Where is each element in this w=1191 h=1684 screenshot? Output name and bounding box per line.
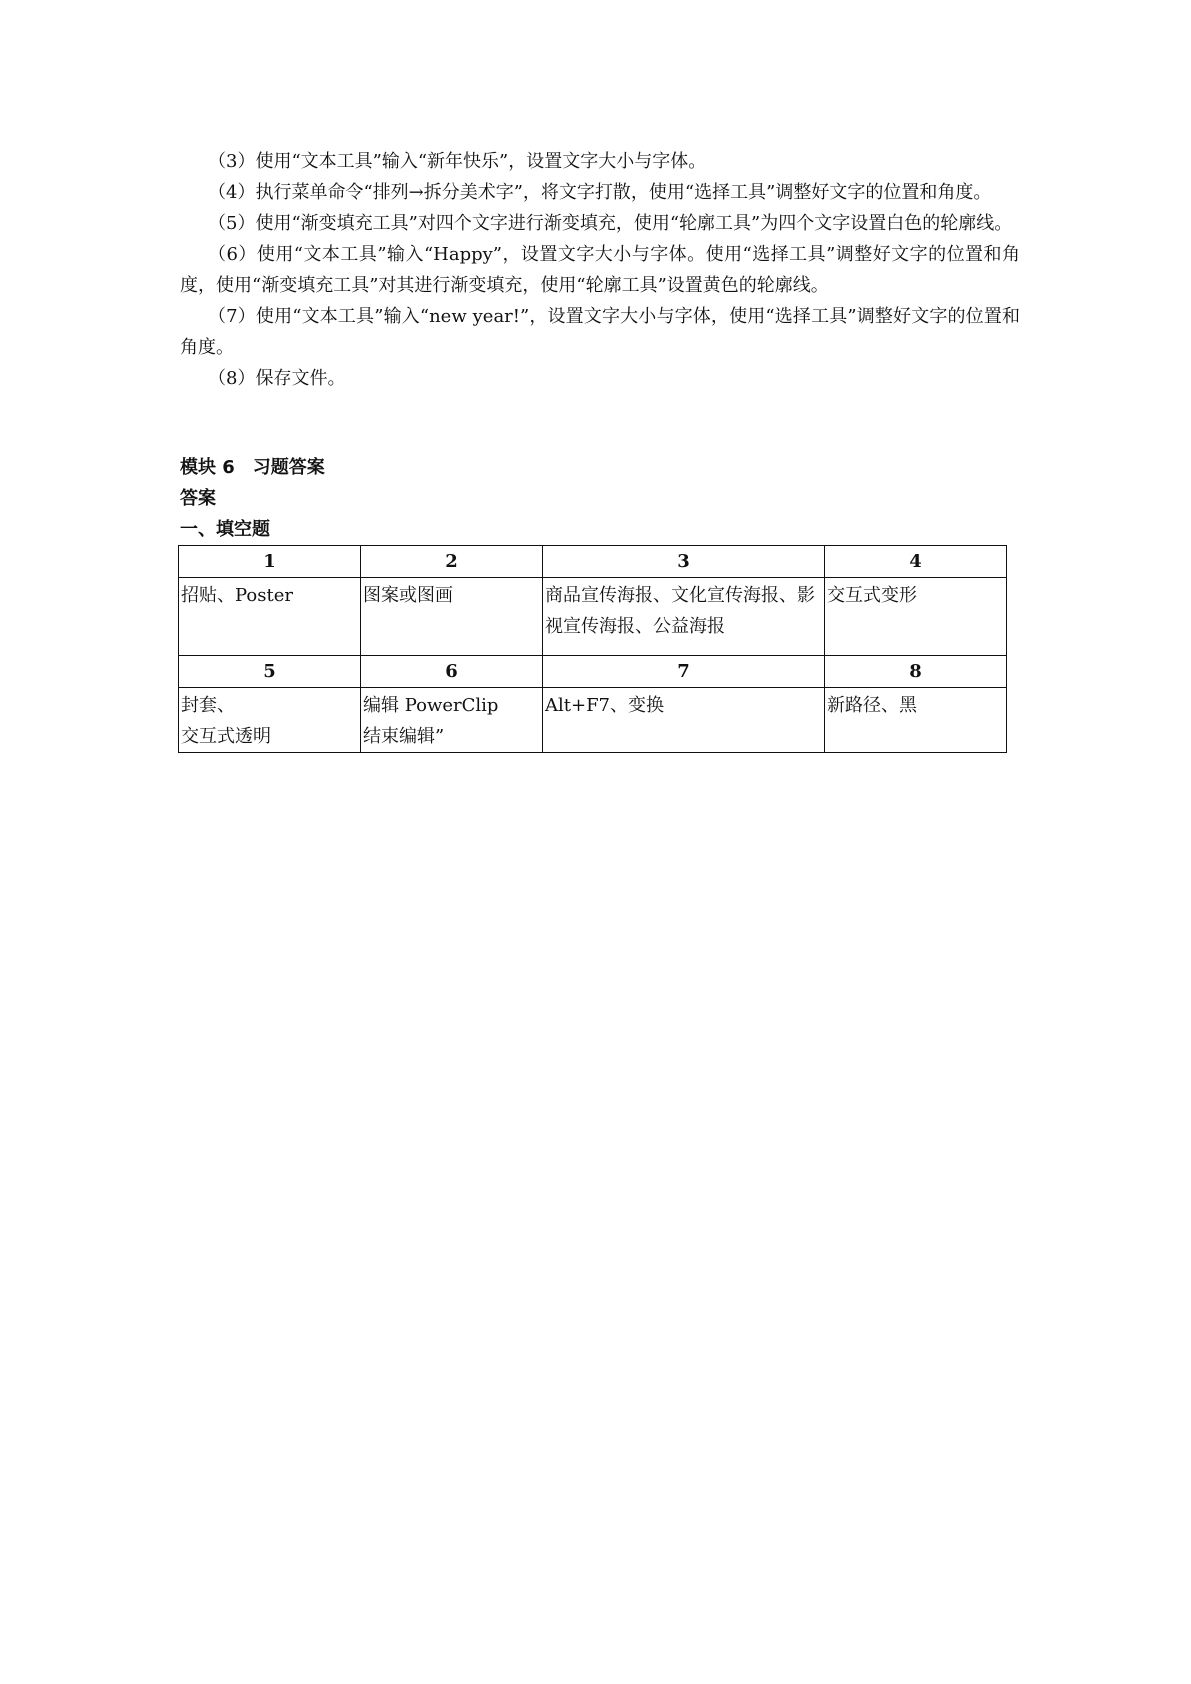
step-5: （5）使用“渐变填充工具”对四个文字进行渐变填充，使用“轮廓工具”为四个文字设置白色的轮廓线。 [208,213,1013,234]
answer-cell: 交互式变形 [825,578,1007,656]
answers-section [180,452,1020,753]
document-page [180,146,1020,753]
answer-cell: 招贴、Poster [179,578,361,656]
question-number: 4 [825,546,1007,578]
step-6: （6）使用“文本工具”输入“Happy”，设置文字大小与字体。使用“选择工具”调整好文字的位置和角度，使用“渐变填充工具”对其进行渐变填充，使用“轮廓工具”设置黄色的轮廓线。 [180,244,1020,296]
table-row [179,688,1007,753]
question-number: 6 [361,656,543,688]
answer-cell: 编辑 PowerClip 结束编辑” [361,688,543,753]
module-title: 模块 6 习题答案 [180,457,325,478]
answer-heading: 答案 [180,488,216,509]
answers-table [178,545,1007,753]
step-4: （4）执行菜单命令“排列→拆分美术字”，将文字打散，使用“选择工具”调整好文字的位置和角度。 [208,182,992,203]
question-number: 1 [179,546,361,578]
question-number: 8 [825,656,1007,688]
table-row [179,656,1007,688]
question-number: 5 [179,656,361,688]
section-heading: 一、填空题 [180,519,270,540]
step-8: （8）保存文件。 [208,368,346,389]
answer-cell: 封套、 交互式透明 [179,688,361,753]
steps-list [180,146,1020,394]
table-row [179,546,1007,578]
question-number: 2 [361,546,543,578]
table-row [179,578,1007,656]
answer-cell: 图案或图画 [361,578,543,656]
answer-cell: Alt+F7、变换 [543,688,825,753]
answer-cell: 商品宣传海报、文化宣传海报、影视宣传海报、公益海报 [543,578,825,656]
answer-cell: 新路径、黑 [825,688,1007,753]
question-number: 3 [543,546,825,578]
step-7: （7）使用“文本工具”输入“new year!”，设置文字大小与字体，使用“选择工具”调整好文字的位置和角度。 [180,306,1020,358]
question-number: 7 [543,656,825,688]
step-3: （3）使用“文本工具”输入“新年快乐”，设置文字大小与字体。 [208,151,707,172]
